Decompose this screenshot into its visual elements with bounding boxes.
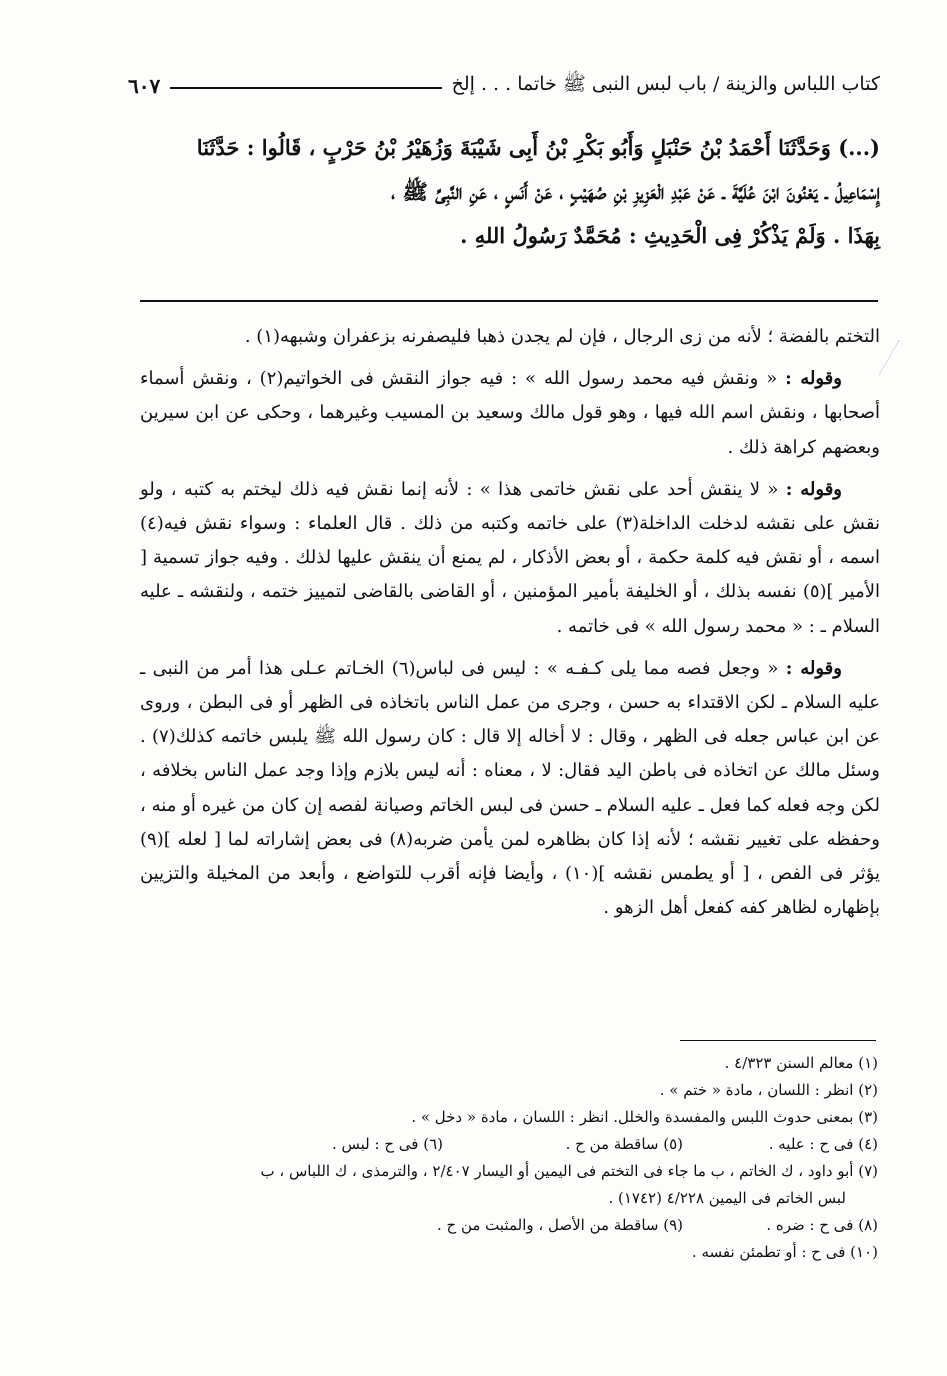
footnote-9: (٩) ساقطة من الأصل ، والمثبت من ح . (436, 1216, 683, 1234)
commentary-paragraph (140, 652, 880, 926)
paragraph-lead: وقوله : (785, 478, 842, 500)
footnote (150, 1158, 878, 1185)
header-title: كتاب اللباس والزينة / باب لبس النبى ﷺ خاتما . . . إلخ (451, 73, 880, 95)
footnote-4: (٤) فى ح : عليه . (768, 1135, 878, 1153)
footnote-7-continued: لبس الخاتم فى اليمين ٤/٢٢٨ (١٧٤٢) . (608, 1189, 846, 1207)
scan-speck (879, 340, 909, 380)
hadith-line: إِسْمَاعِيلُ ـ يَعْنُونَ ابْنَ عُلَيَّةَ ـ عَنْ عَبْدِ الْعَزِيزِ بْنِ صُهَيْبٍ ، عَنْ أَنَسٍ ، عَنِ النَّبِىِّ ﷺ ، (391, 179, 880, 204)
paragraph-text: « ونقش فيه محمد رسول الله » : فيه جواز النقش فى الخواتيم(٢) ، ونقش أسماء أصحابها ، ونقش اسم الله فيها ، وهو قول مالك وسعيد بن المسيب وغيرهما ، وحكى عن ابن سيرين وبعضهم كراهة ذلك . (140, 368, 880, 458)
running-header (128, 66, 880, 106)
footnote-group (150, 1212, 878, 1239)
footnote (150, 1239, 878, 1266)
paragraph-lead: وقوله : (785, 368, 842, 390)
footnote-group (150, 1131, 878, 1158)
footnote (150, 1050, 878, 1077)
paragraph-lead: وقوله : (785, 657, 842, 679)
commentary-paragraph (140, 320, 880, 354)
footnote-10: (١٠) فى ح : أو تطمئن نفسه . (691, 1243, 878, 1261)
hadith-line: بِهَذَا . وَلَمْ يَذْكُرْ فِى الْحَدِيثِ : مُحَمَّدٌ رَسُولُ اللهِ . (460, 223, 880, 248)
page-number: ٦٠٧ (128, 74, 161, 98)
footnote-3: (٣) بمعنى حدوث اللبس والمفسدة والخلل. انظر : اللسان ، مادة « دخل » . (411, 1108, 878, 1126)
footnote-divider (680, 1040, 876, 1041)
hadith-line: (...) وَحَدَّثَنَا أَحْمَدُ بْنُ حَنْبَلٍ وَأَبُو بَكْرِ بْنُ أَبِى شَيْبَةَ وَزُهَيْرُ بْنُ حَرْبٍ ، قَالُوا : حَدَّثَنَا (196, 135, 880, 160)
header-rule (170, 87, 441, 89)
footnote-8: (٨) فى ح : ضره . (766, 1216, 878, 1234)
footnote-continuation (150, 1185, 878, 1212)
commentary-paragraph (140, 473, 880, 644)
footnote (150, 1077, 878, 1104)
section-divider (140, 300, 878, 302)
hadith-text (140, 126, 880, 258)
footnote-6: (٦) فى ح : لبس . (331, 1135, 443, 1153)
footnote-7: (٧) أبو داود ، ك الخاتم ، ب ما جاء فى التختم فى اليمين أو اليسار ٢/٤٠٧ ، والترمذى ، ك اللباس ، ب (260, 1162, 878, 1180)
commentary-paragraph (140, 362, 880, 465)
paragraph-text: « لا ينقش أحد على نقش خاتمى هذا » : لأنه إنما نقش فيه ذلك ليختم به كتبه ، ولو نقش على نقشه لدخلت الداخلة(٣) على خاتمه وكتبه من ذلك . قال العلماء : وسواء نقش فيه(٤) اسمه ، أو نقش فيه كلمة حكمة ، أو بعض الأذكار ، لم يمنع أن ينقش عليها لذلك . وفيه جواز تسمية [ الأمير ](٥) نفسه بذلك ، أو الخليفة بأمير المؤمنين ، أو القاضى بالقاضى لتمييز ختمه ، ولنقشه ـ عليه السلام ـ : « محمد رسول الله » فى خاتمه . (140, 478, 880, 637)
footnotes (150, 1050, 878, 1266)
commentary (140, 320, 880, 933)
paragraph-text: « وجعل فصه مما يلى كـفـه » : ليس فى لباس(٦) الخـاتم عـلى هذا أمر من النبى ـ عليه السلام ـ لكن الاقتداء به حسن ، وجرى من عمل الناس باتخاذه فى الظهر أو فى البطن ، وروى عن ابن عباس جعله فى الظهر ، وقال : لا أخاله إلا قال : كان رسول الله ﷺ يلبس خاتمه كذلك(٧) . وسئل مالك عن اتخاذه فى باطن اليد فقال: لا ، معناه : أنه ليس بلازم وإذا وجد عمل الناس بخلافه ، لكن وجه فعله كما فعل ـ عليه السلام ـ حسن فى لبس الخاتم وصيانة لفصه إن كان من غيره أو منه ، وحفظه على تغيير نقشه ؛ لأنه إذا كان بظاهره لمن يأمن ضربه(٨) فى بعض إشاراته لما [ لعله ](٩) يؤثر فى الفص ، [ أو يطمس نقشه ](١٠) ، وأيضا فإنه أقرب للتواضع ، وأبعد من المخيلة والتزيين بإظهاره لظاهر كفه كفعل أهل الزهو . (140, 657, 881, 919)
footnote-5: (٥) ساقطة من ح . (565, 1135, 683, 1153)
footnote (150, 1104, 878, 1131)
footnote-1: (١) معالم السنن ٤/٣٢٣ . (724, 1054, 878, 1072)
paragraph-text: التختم بالفضة ؛ لأنه من زى الرجال ، فإن لم يجدن ذهبا فليصفرنه بزعفران وشبهه(١) . (244, 326, 880, 347)
footnote-2: (٢) انظر : اللسان ، مادة « ختم » . (659, 1081, 878, 1099)
